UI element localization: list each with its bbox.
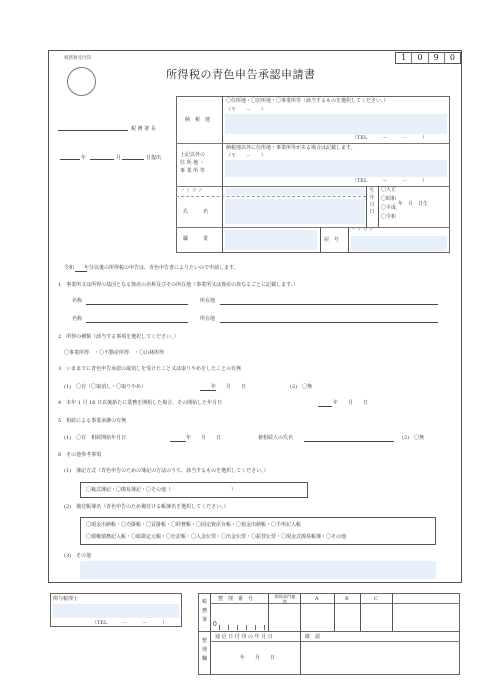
q4-date: 年 月 日	[333, 400, 369, 406]
q3-date: 年 月 日	[211, 384, 247, 390]
q3-option-no[interactable]: (2) 〇無	[290, 384, 313, 390]
applicant-label-divider	[222, 96, 223, 253]
q5-year-field[interactable]	[170, 441, 186, 442]
q4-year-field[interactable]	[318, 406, 332, 407]
q1-loc1-label: 所在地	[200, 298, 216, 304]
col-a-label: A	[315, 596, 319, 602]
alt-address-note: 納税地以外に住所地・事業所等がある場合は記載します。	[226, 145, 356, 151]
furigana-divider	[176, 196, 366, 197]
q3-year-field[interactable]	[200, 390, 216, 391]
q2-options[interactable]: 〇事業所得 ・〇不動産所得 ・〇山林所得	[64, 350, 165, 356]
applicant-row-divider	[176, 227, 450, 228]
occupation-divider	[320, 227, 321, 253]
alt-tel: （TEL － － ）	[352, 178, 428, 184]
nouzei-address-input[interactable]	[225, 114, 447, 134]
nouzei-postal: （〒 － ）	[226, 107, 267, 113]
office-row-divider	[210, 641, 460, 642]
kankei-bumon-label: 関係部門連 絡	[274, 594, 300, 604]
office-col-divider	[360, 593, 361, 631]
form-no-digit: 9	[429, 53, 445, 63]
office-row-divider	[198, 631, 460, 632]
q1-name1-label: 名称	[72, 298, 83, 304]
name-input[interactable]	[225, 199, 365, 224]
occupation-input[interactable]	[225, 230, 317, 250]
q3-option-yes[interactable]: (1) 〇有（〇取消し・〇取りやめ）	[64, 384, 147, 390]
q5-heir-label: 被相続人の氏名	[258, 435, 294, 441]
seiri-bango-tick-marks[interactable]	[219, 625, 265, 630]
birth-ymd: 年 月 日生	[398, 201, 429, 207]
form-number-box	[395, 52, 461, 64]
nouzei-tel: （TEL － － ）	[352, 135, 428, 141]
submit-month-label: 月	[116, 155, 122, 161]
stamp-label: 税務署受付印	[64, 56, 91, 61]
q1-name2-field[interactable]	[86, 322, 188, 323]
alt-postal: （〒 － ）	[226, 153, 267, 159]
alt-address-label: 住 所 地 ・	[180, 160, 205, 166]
col-b-label: B	[345, 596, 349, 602]
intro-year-field[interactable]	[75, 271, 87, 272]
q6-3-other-input[interactable]	[80, 561, 436, 579]
nouzei-options[interactable]: 〇住所地・〇居所地・〇事業所等（該当するものを選択してください。）	[226, 98, 389, 104]
occupation-label: 職 業	[183, 236, 209, 242]
birth-label: 生年月日	[369, 188, 375, 215]
office-col-divider	[300, 593, 301, 631]
office-row-divider	[210, 603, 460, 604]
submit-day-field[interactable]	[122, 159, 144, 160]
q6-2-heading: (2) 備付帳簿名（青色申告のため備付ける帳簿名を選択してください。）	[64, 504, 229, 510]
q5-option-yes[interactable]: (1) 〇有 相続開始年月日	[64, 435, 127, 441]
applicant-row-divider	[176, 186, 450, 187]
era-option-reiwa[interactable]: 〇令和	[381, 214, 397, 220]
col-c-label: C	[374, 596, 378, 602]
submit-year-field[interactable]	[60, 159, 80, 160]
agent-label: 関与税理士	[53, 596, 79, 602]
q5-option-no[interactable]: (2) 〇無	[402, 435, 425, 441]
q4-heading: 4 本年 1 月 16 日以後新たに業務を開始した場合、その開始した年月日	[58, 400, 223, 406]
alt-address-label: 上記以外の	[180, 152, 206, 158]
q6-3-heading: (3) その他	[64, 553, 92, 559]
q5-heading: 5 相続による事業承継の有無	[58, 418, 127, 424]
intro-text: 令和 年分以後の所得税の申告は、青色申告書によりたいので申請します。	[64, 265, 239, 271]
q1-name1-field[interactable]	[86, 304, 188, 305]
form-title: 所得税の青色申告承認申請書	[166, 68, 316, 81]
q3-heading: 3 いままでに青色申告承認の取消しを受けたこと又は取りやめをしたことの有無	[58, 366, 242, 372]
era-option-heisei[interactable]: 〇平成	[381, 205, 397, 211]
submit-month-field[interactable]	[90, 159, 114, 160]
tax-office-name-field[interactable]	[58, 130, 128, 131]
form-no-digit: 1	[396, 53, 412, 63]
tax-office-suffix: 税 務 署 長	[131, 126, 156, 132]
seiri-bango-label: 整 理 番 号	[218, 596, 254, 602]
agent-name-input[interactable]	[53, 604, 179, 618]
seiri-bango-zero: 0	[213, 621, 217, 628]
birth-divider	[378, 186, 379, 227]
q2-heading: 2 所得の種類（該当する事項を選択してください。）	[58, 334, 179, 340]
ledger-options-row1[interactable]: 〇現金出納帳・〇売掛帳・〇買掛帳・〇経費帳・〇固定資産台帳・〇預金出納帳・〇手形記入帳	[86, 522, 302, 528]
tsushin-label: 通 信 日 付 印 の 年 月 日	[215, 634, 273, 640]
bookkeeping-options[interactable]: 〇複式簿記・〇簡易簿記・〇その他（ ）	[86, 487, 237, 493]
q1-name2-label: 名称	[72, 316, 83, 322]
form-no-digit: 0	[449, 53, 455, 62]
agent-tel: （TEL － － ）	[92, 620, 168, 626]
alt-address-label: 事 業 所 等	[180, 168, 205, 174]
q1-loc1-field[interactable]	[220, 304, 438, 305]
furigana-input[interactable]	[225, 188, 365, 195]
alt-address-input[interactable]	[225, 160, 447, 177]
name-label: 氏 名	[183, 209, 209, 215]
office-col-divider	[392, 593, 393, 631]
submit-year-label: 年	[81, 155, 87, 161]
era-option-showa[interactable]: 〇昭和	[381, 196, 397, 202]
era-option-taisho[interactable]: 〇大正	[381, 187, 397, 193]
office-col-divider	[268, 593, 269, 631]
q1-loc2-label: 所在地	[200, 316, 216, 322]
office-col-divider	[210, 593, 211, 675]
q6-heading: 6 その他参考事項	[58, 452, 102, 458]
q1-heading: 1 事業所又は所得の基因となる資産の名称及びその所在地（事業所又は資産の異なるごとに記載します。）	[58, 282, 299, 288]
q5-date: 年 月 日	[186, 435, 222, 441]
birth-divider	[366, 186, 367, 227]
ledger-options-row2[interactable]: 〇債権債務記入帳・〇総勘定元帳・〇仕訳帳・〇入金伝票・〇出金伝票・〇振替伝票・〇現金式簡易帳簿・〇その他	[86, 534, 347, 540]
q6-1-heading: (1) 簿記方式（青色申告のための簿記の方法のうち、該当するものを選択してください。）	[64, 468, 269, 474]
submit-day-label: 日提出	[146, 155, 162, 161]
nouzei-label: 納 税 地	[185, 117, 211, 123]
receipt-stamp-circle	[67, 67, 96, 96]
q1-loc2-field[interactable]	[220, 322, 438, 323]
office-col-divider	[300, 631, 301, 675]
trade-name-input[interactable]	[351, 236, 447, 251]
q5-heir-field[interactable]	[304, 441, 394, 442]
trade-name-divider	[348, 227, 349, 253]
form-no-digit: 0	[412, 53, 428, 63]
kakunin-label: 確 認	[305, 634, 321, 640]
trade-name-label: 屋 号	[324, 237, 340, 243]
furigana2-label: フ リ ガ ナ	[351, 228, 374, 233]
applicant-row-divider	[176, 143, 450, 144]
office-label-2: 整理欄	[201, 638, 207, 662]
office-col-divider	[334, 593, 335, 631]
furigana-label: フ リ ガ ナ	[180, 189, 203, 194]
office-date-ymd: 年 月 日	[240, 655, 276, 661]
office-label: 税務署	[201, 599, 207, 623]
